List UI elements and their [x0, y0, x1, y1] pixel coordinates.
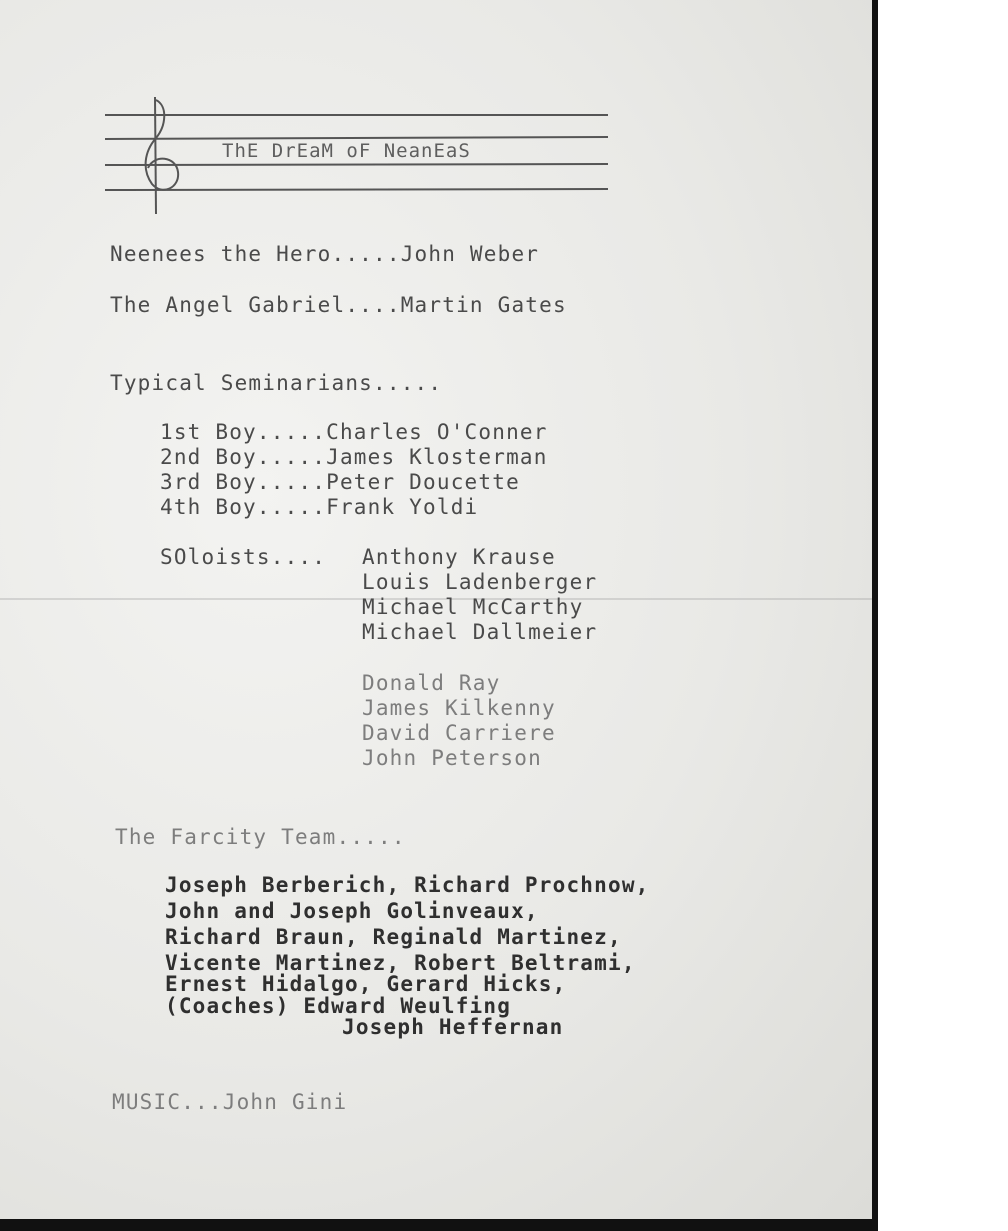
- soloist-name: David Carriere: [362, 721, 556, 745]
- soloist-name: Michael Dallmeier: [362, 620, 598, 644]
- varsity-line: Joseph Berberich, Richard Prochnow,: [165, 873, 650, 897]
- soloist-name: Louis Ladenberger: [362, 570, 598, 594]
- scan-edge-bottom: [0, 1219, 878, 1231]
- cast-line-hero: Neenees the Hero.....John Weber: [110, 242, 540, 266]
- seminarians-heading: Typical Seminarians.....: [110, 371, 443, 395]
- varsity-line: John and Joseph Golinveaux,: [165, 899, 539, 923]
- soloist-name: Donald Ray: [362, 671, 501, 695]
- soloist-name: Michael McCarthy: [362, 595, 584, 619]
- soloist-name: John Peterson: [362, 746, 542, 770]
- cast-line-angel: The Angel Gabriel....Martin Gates: [110, 293, 567, 317]
- varsity-line: Joseph Heffernan: [342, 1015, 564, 1039]
- varsity-line: Richard Braun, Reginald Martinez,: [165, 925, 622, 949]
- program-title: ThE DrEaM oF NeanEaS: [222, 140, 471, 162]
- cast-line-boy-3: 3rd Boy.....Peter Doucette: [160, 470, 520, 494]
- cast-line-boy-2: 2nd Boy.....James Klosterman: [160, 445, 548, 469]
- music-credit: MUSIC...John Gini: [112, 1090, 348, 1114]
- varsity-line: (Coaches) Edward Weulfing: [165, 994, 512, 1018]
- soloist-name: Anthony Krause: [362, 545, 556, 569]
- scan-edge-right: [872, 0, 878, 1231]
- varsity-heading: The Farcity Team.....: [115, 825, 406, 849]
- cast-line-boy-1: 1st Boy.....Charles O'Conner: [160, 420, 548, 444]
- soloist-name: James Kilkenny: [362, 696, 556, 720]
- soloists-label: SOloists....: [160, 545, 327, 569]
- varsity-line: Ernest Hidalgo, Gerard Hicks,: [165, 972, 567, 996]
- varsity-line: Vicente Martinez, Robert Beltrami,: [165, 951, 636, 975]
- cast-line-boy-4: 4th Boy.....Frank Yoldi: [160, 495, 479, 519]
